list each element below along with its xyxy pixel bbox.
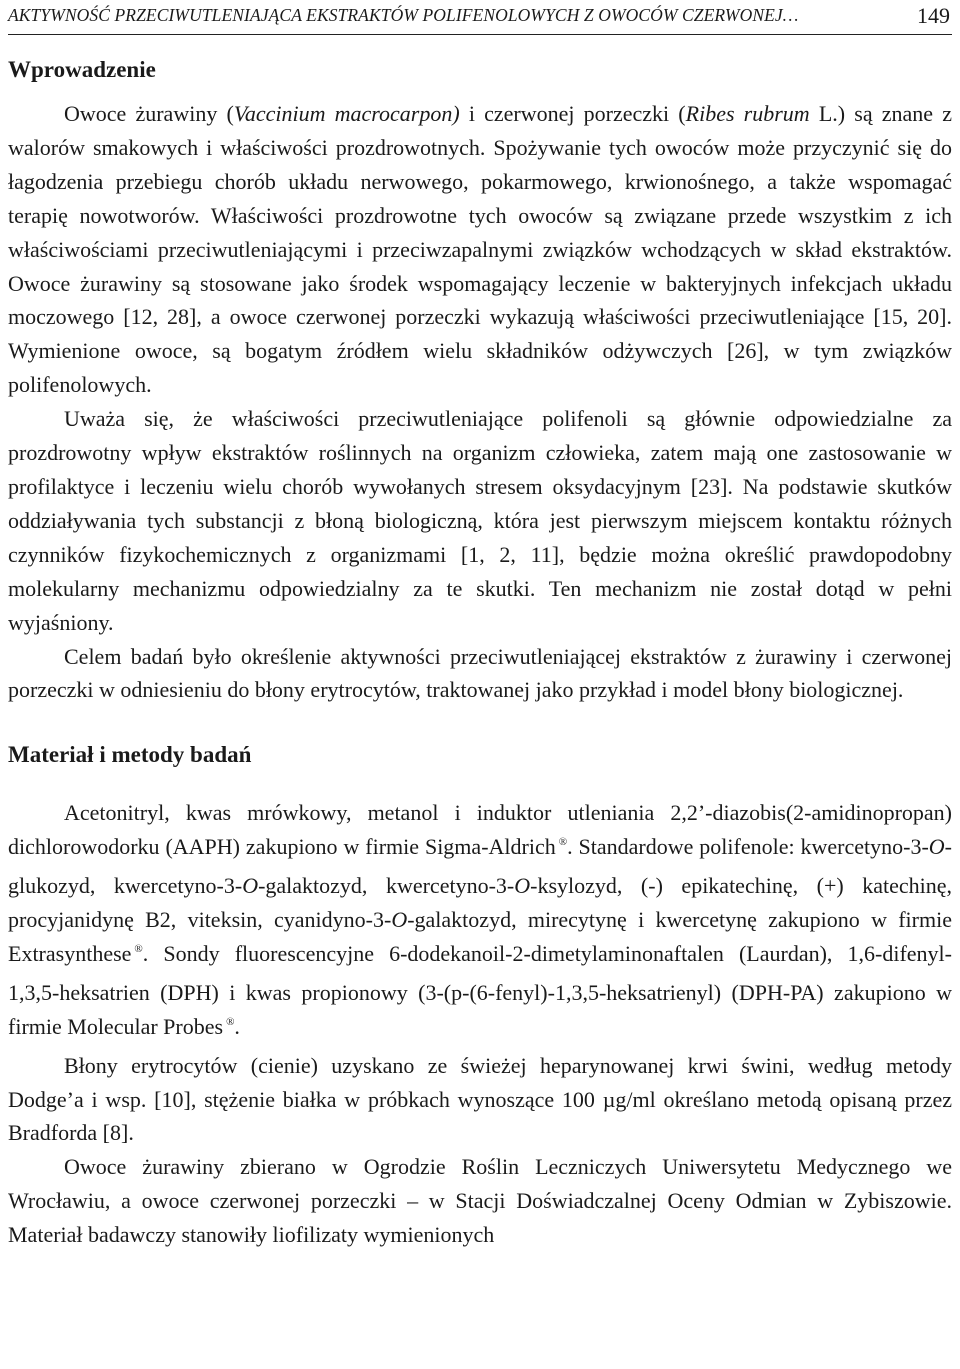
intro-paragraph-1: Owoce żurawiny (Vaccinium macrocarpon) i czerwonej porzeczki (Ribes rubrum L.) są znane z walorów smakowych i właściwości prozdrowotnych. Spożywanie tych owoców może przyczynić się do łagodzenia przebiegu chorób układu nerwowego, pokarmowego, krwionośnego, a także wspomagać terapię nowotworów. Właściwości prozdrowotne tych owoców są związane przede wszystkim z ich właściwościami przeciwutleniającymi i przeciwzapalnymi związków wchodzących w skład ekstraktów. Owoce żurawiny są stosowane jako środek wspomagający leczenie w bakteryjnych infekcjach układu moczowego [12, 28], a owoce czerwonej porzeczki wykazują właściwości przeciwutleniające [15, 20]. Wymienione owoce, są bogatym źródłem wielu składników odżywczych [26], w tym związków polifenolowych. [8,101,952,398]
registered-mark: ® [226,1015,235,1028]
methods-paragraph-3: Owoce żurawiny zbierano w Ogrodzie Roślin Leczniczych Uniwersytetu Medycznego we Wrocławiu, a owoce czerwonej porzeczki – w Stacji Doświadczalnej Oceny Odmian w Zybiszowie. Materiał badawczy stanowiły liofilizaty wymienionych [8,1154,952,1248]
running-title: AKTYWNOŚĆ PRZECIWUTLENIAJĄCA EKSTRAKTÓW POLIFENOLOWYCH Z OWOCÓW CZERWONEJ… [8,5,799,25]
methods-paragraph-2: Błony erytrocytów (cienie) uzyskano ze świeżej heparynowanej krwi świni, według metody Dodge’a i wsp. [10], stężenie białka w próbkach wynoszące 100 µg/ml określano metodą opisaną przez Bradforda [8]. [8,1052,952,1146]
section-heading-methods: Materiał i metody badań [8,742,252,768]
page [8,0,952,1252]
latin-name-cranberry: Vaccinium macrocarpon) [233,101,460,126]
registered-mark: ® [558,836,568,849]
section-heading-introduction: Wprowadzenie [8,57,156,82]
latin-name-redcurrant: Ribes rubrum [685,101,810,126]
introduction-body [8,97,952,707]
registered-mark: ® [134,942,143,955]
intro-paragraph-3: Celem badań było określenie aktywności przeciwutleniającej ekstraktów z żurawiny i czerwonej porzeczki w odniesieniu do błony erytrocytów, traktowanej jako przykład i model błony biologicznej. [8,643,952,703]
intro-paragraph-2: Uważa się, że właściwości przeciwutleniające polifenoli są głównie odpowiedzialne za prozdrowotny wpływ ekstraktów roślinnych na organizm człowieka, zatem mają one zastosowanie w profilaktyce i leczeniu wielu chorób wywołanych stresem oksydacyjnym [23]. Na podstawie skutków oddziaływania tych substancji z błoną biologiczną, która jest pierwszym miejscem kontaktu różnych czynników fizykochemicznych z organizmami [1, 2, 11], będzie można określić prawdopodobny molekularny mechanizmu odpowiedzialny za te skutki. Ten mechanizm nie został dotąd w pełni wyjaśniony. [8,406,952,635]
methods-paragraph-1: Acetonitryl, kwas mrówkowy, metanol i induktor utleniania 2,2’-diazobis(2-amidinopropan) dichlorowodorku (AAPH) zakupiono w firmie Sigma-Aldrich ®. Standardowe polifenole: kwercetyno-3-O-glukozyd, kwercetyno-3-O-galaktozyd, kwercetyno-3-O-ksylozyd, (-) epikatechinę, (+) katechinę, procyjanidynę B2, viteksin, cyanidyno-3-O-galaktozyd, mirecytynę i kwercetynę zakupiono w firmie Extrasynthese ®. Sondy fluorescencyjne 6-dodekanoil-2-dimetylaminonaftalen (Laurdan), 1,6-difenyl-1,3,5-heksatrien (DPH) i kwas propionowy (3-(p-(6-fenyl)-1,3,5-heksatrienyl) (DPH-PA) zakupiono w firmie Molecular Probes ®. [8,800,952,1039]
page-number: 149 [917,3,950,28]
methods-body [8,796,952,1252]
running-header [8,0,952,35]
